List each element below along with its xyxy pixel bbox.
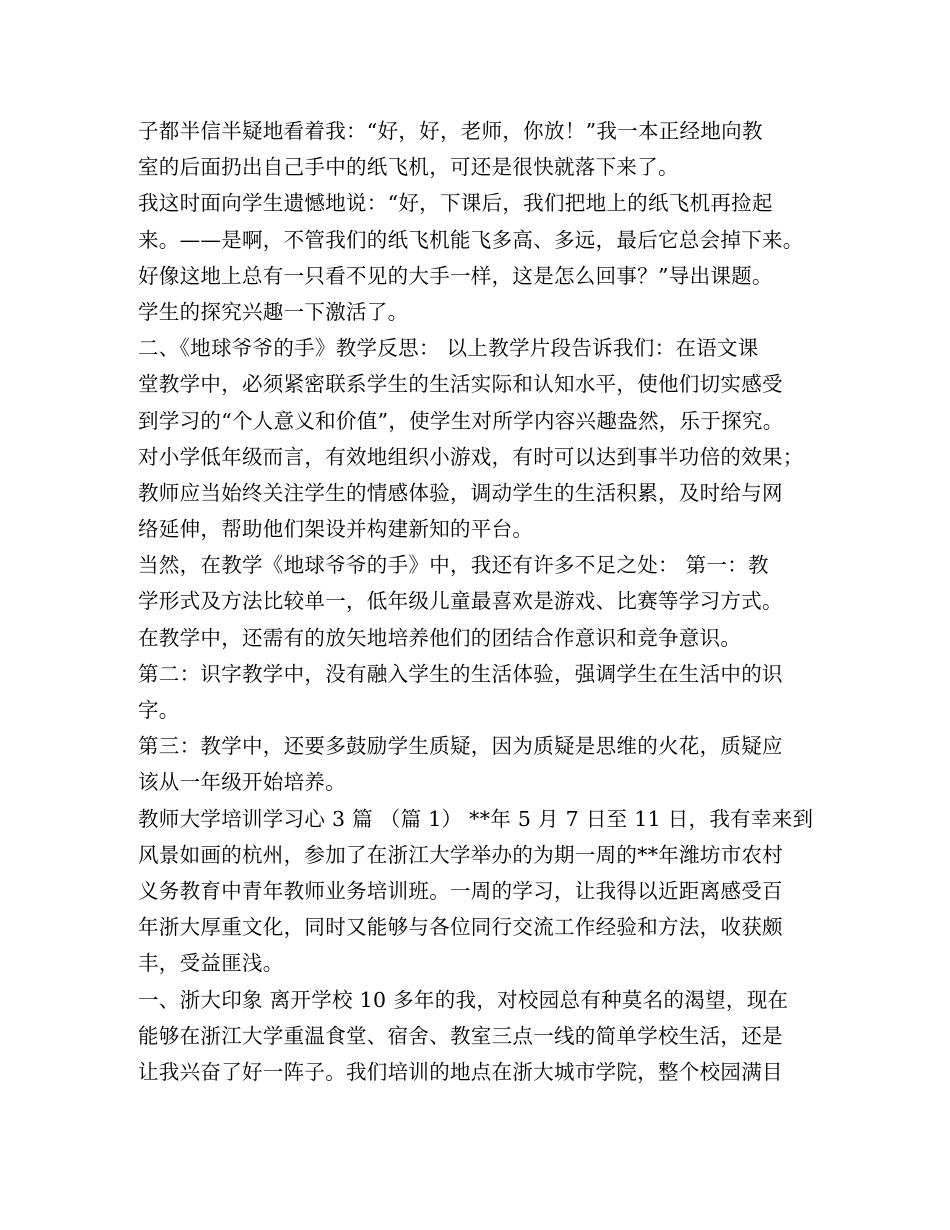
- text-line: 让我兴奋了好一阵子。我们培训的地点在浙大城市学院，整个校园满目: [138, 1059, 783, 1084]
- text-line: 学生的探究兴趣一下激活了。: [138, 299, 409, 324]
- text-line: 络延伸，帮助他们架设并构建新知的平台。: [138, 517, 534, 542]
- text-line: 义务教育中青年教师业务培训班。一周的学习，让我得以近距离感受百: [138, 878, 783, 903]
- text-line: 到学习的“个人意义和价值”，使学生对所学内容兴趣盎然，乐于探究。: [138, 408, 784, 433]
- text-line: 我这时面向学生遗憾地说：“好，下课后，我们把地上的纸飞机再捡起: [138, 191, 773, 216]
- text-line: 字。: [138, 698, 180, 722]
- body-text: [138, 113, 818, 1090]
- text-line: 该从一年级开始培养。: [138, 770, 346, 795]
- text-line: 能够在浙江大学重温食堂、宿舍、教室三点一线的简单学校生活，还是: [138, 1023, 783, 1048]
- text-line: 丰，受益匪浅。: [138, 951, 284, 976]
- text-line: 堂教学中，必须紧密联系学生的生活实际和认知水平，使他们切实感受: [138, 372, 783, 397]
- text-line: 年浙大厚重文化，同时又能够与各位同行交流工作经验和方法，收获颇: [138, 915, 783, 940]
- text-line: 来。——是啊，不管我们的纸飞机能飞多高、多远，最后它总会掉下来。: [138, 227, 804, 252]
- text-line: 教师应当始终关注学生的情感体验，调动学生的生活积累，及时给与网: [138, 480, 783, 505]
- text-line: 风景如画的杭州，参加了在浙江大学举办的为期一周的**年潍坊市农村: [138, 842, 784, 867]
- text-line: 对小学低年级而言，有效地组织小游戏，有时可以达到事半功倍的效果；: [138, 444, 804, 469]
- text-line: 第三：教学中，还要多鼓励学生质疑，因为质疑是思维的火花，质疑应: [138, 734, 783, 759]
- text-line: 在教学中，还需有的放矢地培养他们的团结合作意识和竞争意识。: [138, 625, 742, 650]
- text-line: 第二：识字教学中，没有融入学生的生活体验，强调学生在生活中的识: [138, 661, 783, 686]
- text-line: 学形式及方法比较单一，低年级儿童最喜欢是游戏、比赛等学习方式。: [138, 589, 783, 614]
- text-line: 教师大学培训学习心 3 篇 （篇 1） **年 5 月 7 日至 11 日，我有幸来到: [138, 806, 814, 831]
- text-line: 好像这地上总有一只看不见的大手一样，这是怎么回事？”导出课题。: [138, 263, 773, 288]
- text-line: 当然，在教学《地球爷爷的手》中，我还有许多不足之处： 第一：教: [138, 553, 769, 578]
- text-line: 室的后面扔出自己手中的纸飞机，可还是很快就落下来了。: [138, 155, 679, 180]
- text-line: 一、浙大印象 离开学校 10 多年的我，对校园总有种莫名的渴望，现在: [138, 987, 789, 1012]
- text-line: 子都半信半疑地看着我：“好，好，老师，你放！”我一本正经地向教: [138, 119, 763, 143]
- text-line: 二、《地球爷爷的手》教学反思： 以上教学片段告诉我们：在语文课: [138, 336, 759, 361]
